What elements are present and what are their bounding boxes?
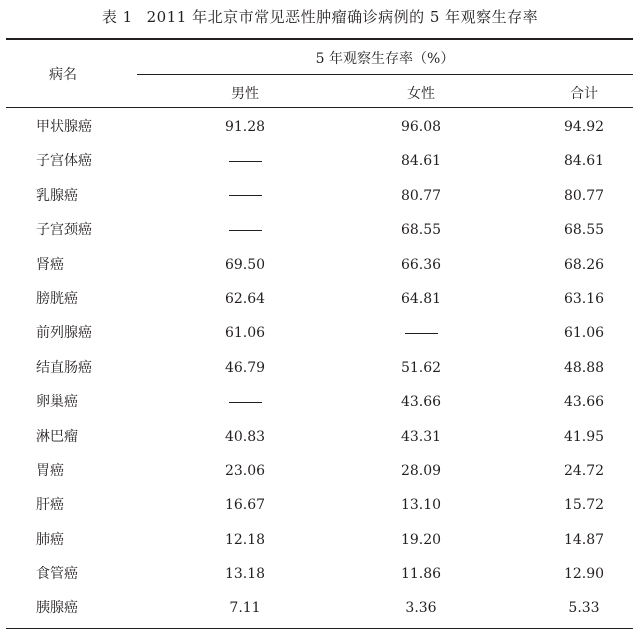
empty-value-dash [405, 333, 438, 334]
cell-name: 子宫颈癌 [36, 222, 92, 239]
empty-value-dash [229, 402, 262, 403]
cell-total: 84.61 [563, 153, 605, 170]
cell-female: 43.31 [400, 428, 442, 445]
cell-male: 40.83 [224, 428, 266, 445]
cell-total: 5.33 [568, 600, 600, 617]
cell-male: 23.06 [224, 462, 266, 479]
cell-name: 乳腺癌 [36, 187, 78, 204]
header-male: 男性 [231, 86, 259, 102]
table-row [0, 117, 640, 151]
cell-name: 胃癌 [36, 462, 64, 479]
cell-female [381, 323, 461, 343]
cell-male: 69.50 [224, 256, 266, 273]
cell-female: 13.10 [400, 497, 442, 514]
table-body [0, 117, 640, 633]
cell-female: 66.36 [400, 256, 442, 273]
table-number: 表 1 [101, 8, 133, 26]
table-row [0, 427, 640, 461]
cell-male: 13.18 [224, 566, 266, 583]
table-row [0, 151, 640, 185]
header-rule [6, 107, 633, 108]
cell-total: 24.72 [563, 462, 605, 479]
cell-name: 胰腺癌 [36, 600, 78, 617]
cell-female: 68.55 [400, 222, 442, 239]
cell-male: 61.06 [224, 325, 266, 342]
cell-male: 91.28 [224, 119, 266, 135]
table-row [0, 289, 640, 323]
cell-name: 淋巴瘤 [36, 428, 78, 445]
cell-total: 63.16 [563, 290, 605, 307]
table-row [0, 255, 640, 289]
cell-male [205, 392, 285, 412]
header-group: 5 年观察生存率（%） [315, 51, 455, 67]
cell-name: 肾癌 [36, 256, 64, 273]
table-row [0, 392, 640, 426]
cell-name: 结直肠癌 [36, 359, 92, 376]
empty-value-dash [229, 195, 262, 196]
cell-female: 11.86 [400, 566, 442, 583]
cell-male: 12.18 [224, 531, 266, 548]
cell-total: 14.87 [563, 531, 605, 548]
cell-male: 46.79 [224, 359, 266, 376]
cell-female: 19.20 [400, 531, 442, 548]
cell-male [205, 220, 285, 240]
cell-name: 肺癌 [36, 531, 64, 548]
cell-total: 80.77 [563, 187, 605, 204]
cell-total: 12.90 [563, 566, 605, 583]
cell-female: 43.66 [400, 394, 442, 411]
table-row [0, 495, 640, 529]
table-row [0, 598, 640, 632]
cell-total: 48.88 [563, 359, 605, 376]
cell-total: 68.55 [563, 222, 605, 239]
cell-female: 64.81 [400, 290, 442, 307]
header-name: 病名 [49, 67, 77, 83]
table-row [0, 220, 640, 254]
cell-female: 3.36 [405, 600, 437, 617]
cell-female: 28.09 [400, 462, 442, 479]
empty-value-dash [229, 161, 262, 162]
header-female: 女性 [407, 86, 435, 102]
empty-value-dash [229, 230, 262, 231]
cell-male [205, 151, 285, 171]
cell-total: 61.06 [563, 325, 605, 342]
cell-total: 41.95 [563, 428, 605, 445]
cell-female: 80.77 [400, 187, 442, 204]
cell-name: 食管癌 [36, 566, 78, 583]
cell-male: 62.64 [224, 290, 266, 307]
cell-total: 94.92 [563, 119, 605, 135]
header-total: 合计 [570, 86, 598, 102]
cell-name: 卵巢癌 [36, 394, 78, 411]
cell-female: 84.61 [400, 153, 442, 170]
cell-male: 16.67 [224, 497, 266, 514]
table-row [0, 323, 640, 357]
table-title: 2011 年北京市常见恶性肿瘤确诊病例的 5 年观察生存率 [146, 8, 539, 26]
cell-female: 96.08 [400, 119, 442, 135]
cell-name: 甲状腺癌 [36, 119, 92, 135]
top-rule [6, 38, 633, 40]
table-row [0, 461, 640, 495]
table-row [0, 530, 640, 564]
cell-name: 膀胱癌 [36, 290, 78, 307]
cell-male: 7.11 [229, 600, 261, 617]
cell-name: 子宫体癌 [36, 153, 92, 170]
table-row [0, 358, 640, 392]
table-row [0, 186, 640, 220]
cell-name: 肝癌 [36, 497, 64, 514]
cell-total: 68.26 [563, 256, 605, 273]
table-caption [0, 6, 640, 27]
cell-female: 51.62 [400, 359, 442, 376]
cell-name: 前列腺癌 [36, 325, 92, 342]
cell-total: 15.72 [563, 497, 605, 514]
table-row [0, 564, 640, 598]
group-rule [137, 74, 633, 75]
cell-total: 43.66 [563, 394, 605, 411]
cell-male [205, 186, 285, 206]
